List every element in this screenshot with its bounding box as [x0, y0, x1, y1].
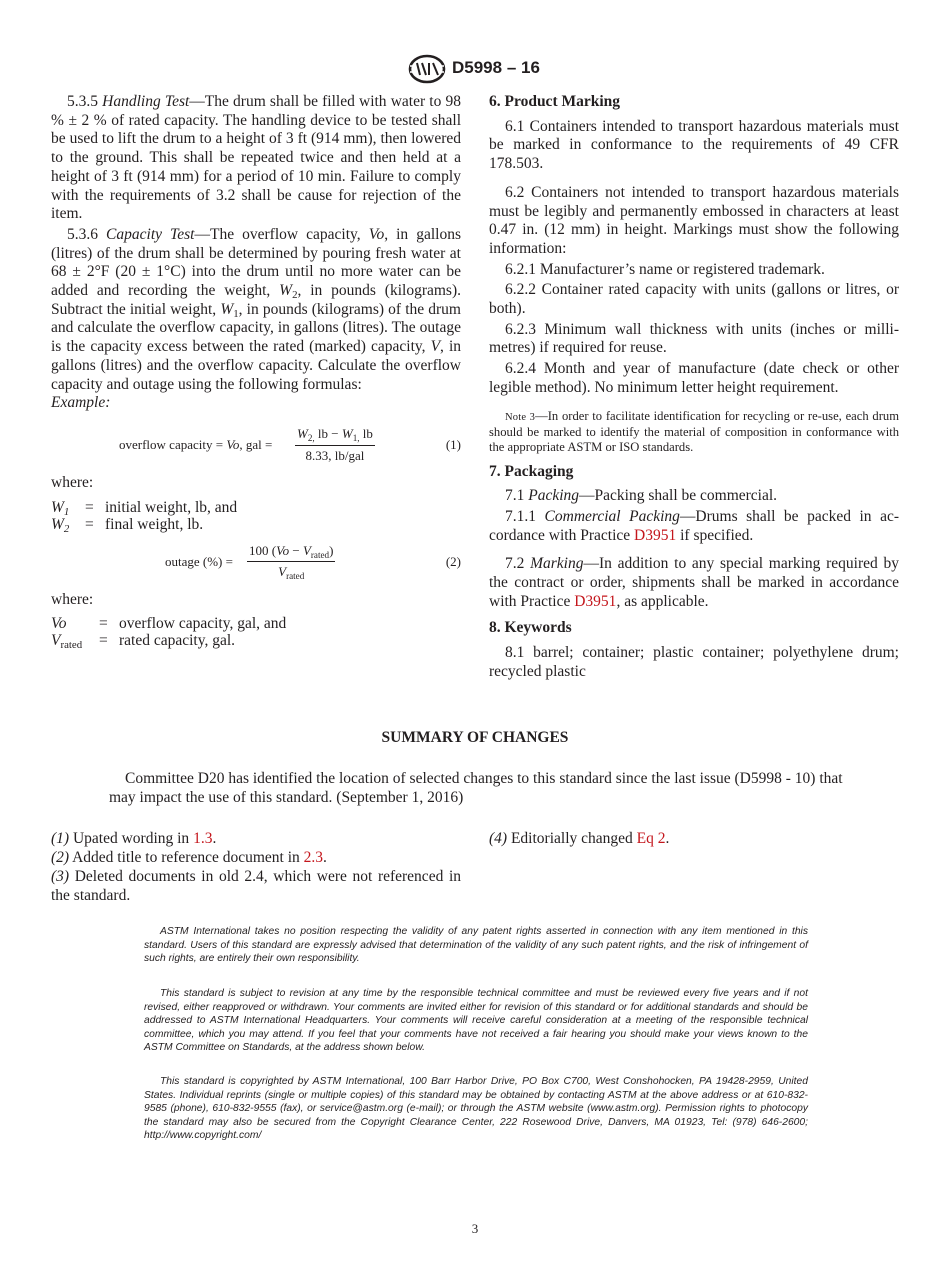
change-text: Editorially changed	[507, 830, 637, 847]
patent-disclaimer: ASTM International takes no position respecting the validity of any patent rights asserted in connection with any item mentioned in this standard. Users of this standard are expressly advised that determination of the validity of any such patent rights, and the risk of infringement of such rights, are entirely their own responsibility.	[144, 926, 808, 965]
eq-text: lb −	[314, 425, 342, 441]
link-section-2-3[interactable]: 2.3	[303, 849, 324, 866]
symbol-text: W	[51, 515, 64, 533]
list-item	[51, 848, 461, 867]
equation-2	[51, 542, 461, 580]
variable-description: overflow capacity, gal, and	[119, 615, 287, 633]
eq-text: overflow capacity =	[119, 436, 227, 452]
where-label: where:	[51, 473, 94, 491]
note-3	[489, 409, 899, 455]
section-7-2	[489, 555, 899, 611]
text-run: —Drums shall be packed in ac-cordance with Practice	[489, 507, 900, 544]
astm-logo-icon	[407, 54, 447, 84]
eq-text: (	[271, 542, 277, 558]
eq-text: 100	[249, 542, 269, 558]
link-d3951[interactable]: D3951	[634, 526, 677, 544]
section-6-2-4: 6.2.4 Month and year of manufacture (date check or other legible method). No minimum letter height requirement.	[489, 360, 899, 396]
section-title: Capacity Test	[106, 225, 195, 243]
subscript: 2,	[307, 432, 315, 443]
section-number: 5.3.6	[67, 225, 98, 243]
copyright-notice: This standard is copyrighted by ASTM International, 100 Barr Harbor Drive, PO Box C700, West Conshohocken, PA 19428-2959, United States. Individual reprints (single or multiple copies) of this standard may be obtained by contacting ASTM at the above address or at 610-832-9585 (phone), 610-832-9555 (fax), or service@astm.org (e-mail); or through the ASTM website (www.astm.org). Permission rights to photocopy the standard may also be secured from the Copyright Clearance Center, 222 Rosewood Drive, Danvers, MA 01923, Tel: (978) 646-2600; http://www.copyright.com/	[144, 1076, 808, 1142]
note-text: —In order to facilitate identification for recycling or re-use, each drum should be marked to identify the material of composition in conformance with the appropriate ASTM or ISO standards.	[489, 408, 899, 454]
subscript: rated	[286, 571, 305, 582]
text-run: , as applicable.	[616, 592, 709, 610]
section-title: Marking	[530, 555, 584, 573]
variable-description: rated capacity, gal.	[119, 632, 236, 650]
eq-var: W	[341, 425, 353, 441]
eq-var: Vo	[226, 436, 240, 452]
example-text: Example:	[51, 394, 111, 412]
list-item	[51, 516, 237, 533]
section-title: Packing	[528, 487, 580, 505]
subscript: 2	[292, 289, 298, 302]
section-7-1	[489, 487, 899, 506]
section-number: 7.1	[505, 487, 525, 505]
eq-var: V	[278, 564, 287, 580]
fraction-denominator	[247, 562, 335, 582]
equation-1	[51, 425, 461, 463]
text-run: , in gallons (litres) of the drum shall be determined by pouring fresh water at 68 ± 2°F (20 ± 1°C) into the drum until no more water can be added and recording the weight,	[51, 225, 461, 300]
subscript: 1	[233, 307, 239, 320]
list-item	[489, 829, 899, 848]
symbol-text: W	[51, 498, 64, 516]
section-5-3-5	[51, 93, 461, 224]
change-text: .	[212, 830, 217, 847]
note-label: Note 3	[505, 411, 536, 423]
summary-title: SUMMARY OF CHANGES	[381, 729, 569, 746]
change-text: Upated wording in	[69, 830, 194, 847]
left-column	[51, 93, 462, 652]
list-item	[51, 632, 286, 649]
subscript: 1,	[352, 432, 360, 443]
variable-symbol	[51, 632, 99, 652]
equation-fraction	[247, 542, 335, 582]
var-vo: Vo	[368, 225, 385, 243]
section-heading-7: 7. Packaging	[489, 462, 574, 480]
change-number: (3)	[51, 868, 70, 885]
section-number: 5.3.5	[67, 93, 98, 110]
changes-list-left	[51, 829, 461, 905]
section-number: 7.1.1	[505, 507, 536, 525]
eq-text: )	[329, 542, 334, 558]
change-text: .	[665, 830, 670, 847]
section-6-2-1: 6.2.1 Manufacturer’s name or registered trademark.	[505, 260, 825, 278]
equation-fraction	[295, 425, 375, 465]
text-run: —The overflow capacity,	[194, 225, 369, 243]
subscript: rated	[310, 549, 330, 560]
equation-lhs: outage (%) =	[165, 553, 233, 569]
link-d3951[interactable]: D3951	[574, 592, 617, 610]
section-heading-8: 8. Keywords	[489, 619, 572, 637]
list-item	[51, 867, 461, 905]
section-5-3-6	[51, 226, 461, 394]
subscript: rated	[60, 639, 83, 652]
example-label	[51, 394, 461, 413]
eq-var: V	[302, 542, 311, 558]
variable-description: final weight, lb.	[105, 515, 204, 533]
section-7-1-1	[489, 508, 899, 545]
page-number: 3	[471, 1221, 479, 1236]
change-text: Deleted documents in old 2.4, which were not referenced in the standard.	[51, 868, 461, 904]
symbol-text: Vo	[51, 615, 67, 633]
variable-symbol	[51, 499, 85, 516]
section-heading-6: 6. Product Marking	[489, 93, 621, 110]
equation-lhs	[119, 436, 272, 455]
list-item	[51, 499, 237, 516]
revision-disclaimer: This standard is subject to revision at any time by the responsible technical committee and must be reviewed every five years and if not revised, either reapproved or withdrawn. Your comments are invited either for revision of this standard or for additional standards and should be addressed to ASTM International Headquarters. Your comments will receive careful consideration at a meeting of the responsible technical committee, which you may attend. If you feel that your comments have not received a fair hearing you should make your views known to the ASTM Committee on Standards, at the address shown below.	[144, 988, 808, 1054]
list-item	[51, 615, 286, 632]
section-body: —The drum shall be filled with water to 98 % ± 2 % of rated capacity. The handling device to be tested shall be used to lift the drum to a height of 3 ft (914 mm), then lowered to the ground. This shall be repeated twice and then held at a height of 3 ft (914 mm) for a period of 10 min. Failure to comply with the requirements of 3.2 shall be cause for rejection of the item.	[51, 93, 461, 223]
summary-text: Committee D20 has identified the location of selected changes to this standard since the last issue (D5998 - 10) that may impact the use of this standard. (September 1, 2016)	[109, 770, 843, 806]
change-number: (1)	[51, 830, 70, 847]
var-w: W	[279, 282, 293, 300]
equation-number: (2)	[445, 553, 461, 569]
section-title: Commercial Packing	[544, 507, 680, 525]
eq-var: Vo	[276, 542, 290, 558]
section-title: Handling Test	[102, 93, 190, 110]
variable-list-1	[51, 499, 237, 533]
symbol-text: V	[51, 632, 61, 650]
list-item	[51, 829, 461, 848]
section-number: 7.2	[505, 555, 525, 573]
equation-number: (1)	[445, 436, 461, 452]
equals-sign: =	[85, 515, 94, 533]
link-eq-2[interactable]: Eq 2	[636, 830, 666, 847]
eq-text: lb	[359, 425, 373, 441]
change-number: (4)	[489, 830, 508, 847]
right-column	[489, 93, 899, 682]
equals-sign: =	[99, 615, 108, 633]
page-header	[0, 52, 950, 86]
section-6-2-3: 6.2.3 Minimum wall thickness with units (inches or milli-metres) if required for reuse.	[489, 320, 899, 357]
fraction-numerator	[295, 425, 375, 446]
link-section-1-3[interactable]: 1.3	[193, 830, 213, 847]
variable-list-2	[51, 615, 287, 652]
fraction-numerator	[247, 542, 335, 563]
eq-text: −	[289, 542, 303, 558]
variable-description: initial weight, lb, and	[105, 498, 238, 516]
section-body: —Packing shall be commercial.	[579, 487, 778, 505]
eq-var: W	[297, 425, 308, 441]
variable-symbol	[51, 516, 85, 533]
equals-sign: =	[85, 498, 94, 516]
var-w: W	[220, 300, 234, 318]
change-text: .	[323, 849, 327, 866]
section-6-1: 6.1 Containers intended to transport hazardous materials must be marked in conformance to the requirements of 49 CFR 178.503.	[489, 117, 899, 173]
text-run: if specified.	[676, 526, 754, 544]
change-number: (2)	[51, 849, 70, 866]
text-run: , in pounds (kilograms). Subtract the initial weight,	[51, 282, 462, 318]
var-v: V	[430, 338, 441, 356]
standard-designation: D5998 – 16	[452, 58, 540, 77]
subscript: 2	[63, 522, 70, 535]
where-label: where:	[51, 590, 94, 608]
change-text: Added title to reference document in	[69, 849, 304, 866]
fraction-denominator: 8.33, lb/gal	[305, 447, 365, 463]
changes-list-right	[489, 829, 899, 848]
section-6-2: 6.2 Containers not intended to transport hazardous materials must be legibly and permanently embossed in characters at least 0.47 in. (12 mm) in height. Markings must show the following information:	[489, 183, 899, 257]
text-run: , in pounds (kilograms) of the drum and calculate the overflow capacity, in gallons (litres). The outage is the capacity excess between the rated (marked) capacity,	[51, 300, 461, 356]
text-run: —In addition to any special marking required by the contract or order, shipments shall be marked in accordance with Practice	[489, 555, 899, 610]
section-8-1: 8.1 barrel; container; plastic container; polyethylene drum; recycled plastic	[489, 644, 899, 680]
subscript: 1	[63, 505, 70, 518]
variable-symbol	[51, 615, 99, 632]
eq-text: , gal =	[239, 436, 273, 452]
text-run: , in gallons (litres) and the overflow capacity. Calculate the overflow capacity and outage using the following formulas:	[51, 338, 462, 393]
equals-sign: =	[99, 632, 108, 650]
section-6-2-2: 6.2.2 Container rated capacity with units (gallons or litres, or both).	[489, 281, 899, 318]
